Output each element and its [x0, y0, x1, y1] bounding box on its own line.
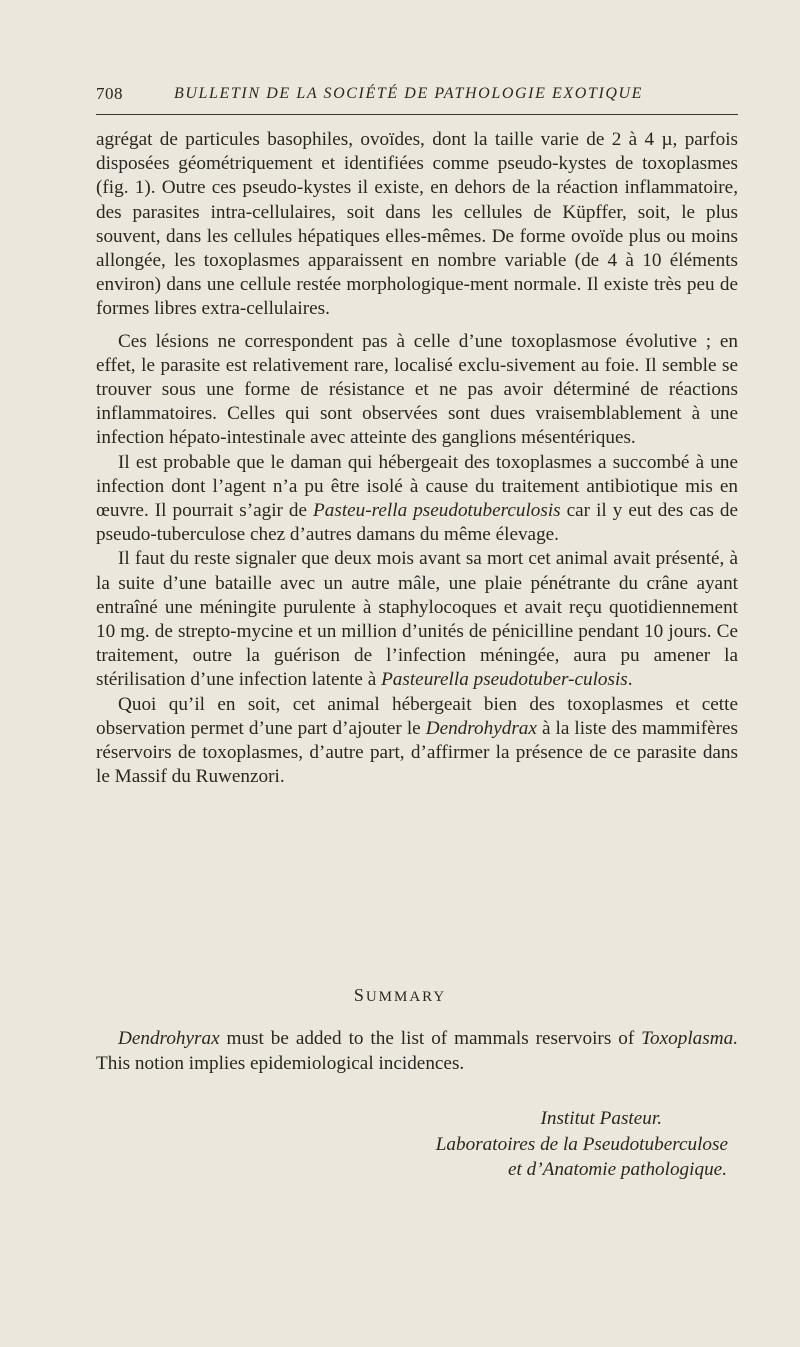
- paragraph-2: Ces lésions ne correspondent pas à celle d’une toxoplasmose évolutive ; en effet, le parasite est relativement rare, localisé exclu-sivement au foie. Il semble se trouver sous une forme de résistance et ne pas avoir déterminé de réactions inflammatoires. Celles qui sont observées sont dues vraisemblablement à une infection hépato-intestinale avec atteinte des ganglions mésentériques.: [96, 330, 738, 449]
- summary-text-part: This notion implies epidemiological incidences.: [96, 1053, 465, 1074]
- summary-heading: [0, 985, 800, 1006]
- genus-name: Dendrohyrax: [118, 1028, 220, 1049]
- affiliation-signature: [436, 1106, 728, 1183]
- species-name: Pasteurella pseudotuber-culosis: [381, 669, 628, 691]
- genus-name: Dendrohydrax: [425, 717, 537, 739]
- affiliation-line: Institut Pasteur.: [540, 1108, 662, 1129]
- page-header: [96, 84, 736, 108]
- summary-heading-initial: S: [353, 985, 366, 1005]
- page-number: 708: [96, 84, 123, 103]
- paragraph-1: agrégat de particules basophiles, ovoïdes, dont la taille varie de 2 à 4 µ, parfois disposées géométriquement et identifiées comme pseudo-kystes de toxoplasmes (fig. 1). Outre ces pseudo-kystes il existe, en dehors de la réaction inflammatoire, des parasites intra-cellulaires, soit dans les cellules de Küpffer, soit, le plus souvent, dans les cellules hépatiques elles-mêmes. De forme ovoïde plus ou moins allongée, les toxoplasmes apparaissent en nombre variable (de 4 à 10 éléments environ) dans une cellule restée morphologique-ment normale. Il existe très peu de formes libres extra-cellulaires.: [96, 129, 738, 320]
- summary-text-part: must be added to the list of mammals reservoirs of: [219, 1028, 642, 1049]
- paragraph-5: [96, 693, 738, 790]
- paragraph-3-text-end: car il y eut des cas de pseudo-tuberculose chez d’autres damans du même élevage.: [96, 500, 738, 546]
- header-rule: [96, 114, 738, 115]
- article-body: [96, 128, 738, 789]
- running-title: BULLETIN DE LA SOCIÉTÉ DE PATHOLOGIE EXOTIQUE: [174, 85, 644, 102]
- affiliation-line: et d’Anatomie pathologique.: [507, 1159, 727, 1180]
- affiliation-line: Laboratoires de la Pseudotuberculose: [435, 1133, 728, 1155]
- summary-heading-rest: UMMARY: [365, 989, 447, 1005]
- paragraph-4: [96, 547, 738, 692]
- species-name: Pasteu-rella pseudotuberculosis: [313, 500, 561, 522]
- paragraph-4-text: Il faut du reste signaler que deux mois avant sa mort cet animal avait présenté, à la suite d’une bataille avec un autre mâle, une plaie pénétrante du crâne ayant entraîné une méningite purulente à staphylocoques et avait reçu quotidiennement 10 mg. de strepto-mycine et un million d’unités de pénicilline pendant 10 jours. Ce traitement, outre la guérison de l’infection méningée, aura pu amener la stérilisation d’une infection latente à: [96, 548, 738, 691]
- summary-text: [96, 1026, 738, 1076]
- paragraph-3-text: Il est probable que le daman qui hébergeait des toxoplasmes a succombé à une infection dont l’agent n’a pu être isolé à cause du traitement antibiotique mis en œuvre. Il pourrait s’agir de: [96, 451, 738, 522]
- paragraph-5-text-end: à la liste des mammifères réservoirs de toxoplasmes, d’autre part, d’affirmer la présence de ce parasite dans le Massif du Ruwenzori.: [96, 717, 738, 788]
- genus-name: Toxoplasma.: [641, 1028, 738, 1049]
- paragraph-3: [96, 451, 738, 548]
- paragraph-4-text-end: .: [627, 669, 633, 691]
- paragraph-5-text: Quoi qu’il en soit, cet animal hébergeait bien des toxoplasmes et cette observation permet d’une part d’ajouter le: [96, 693, 738, 739]
